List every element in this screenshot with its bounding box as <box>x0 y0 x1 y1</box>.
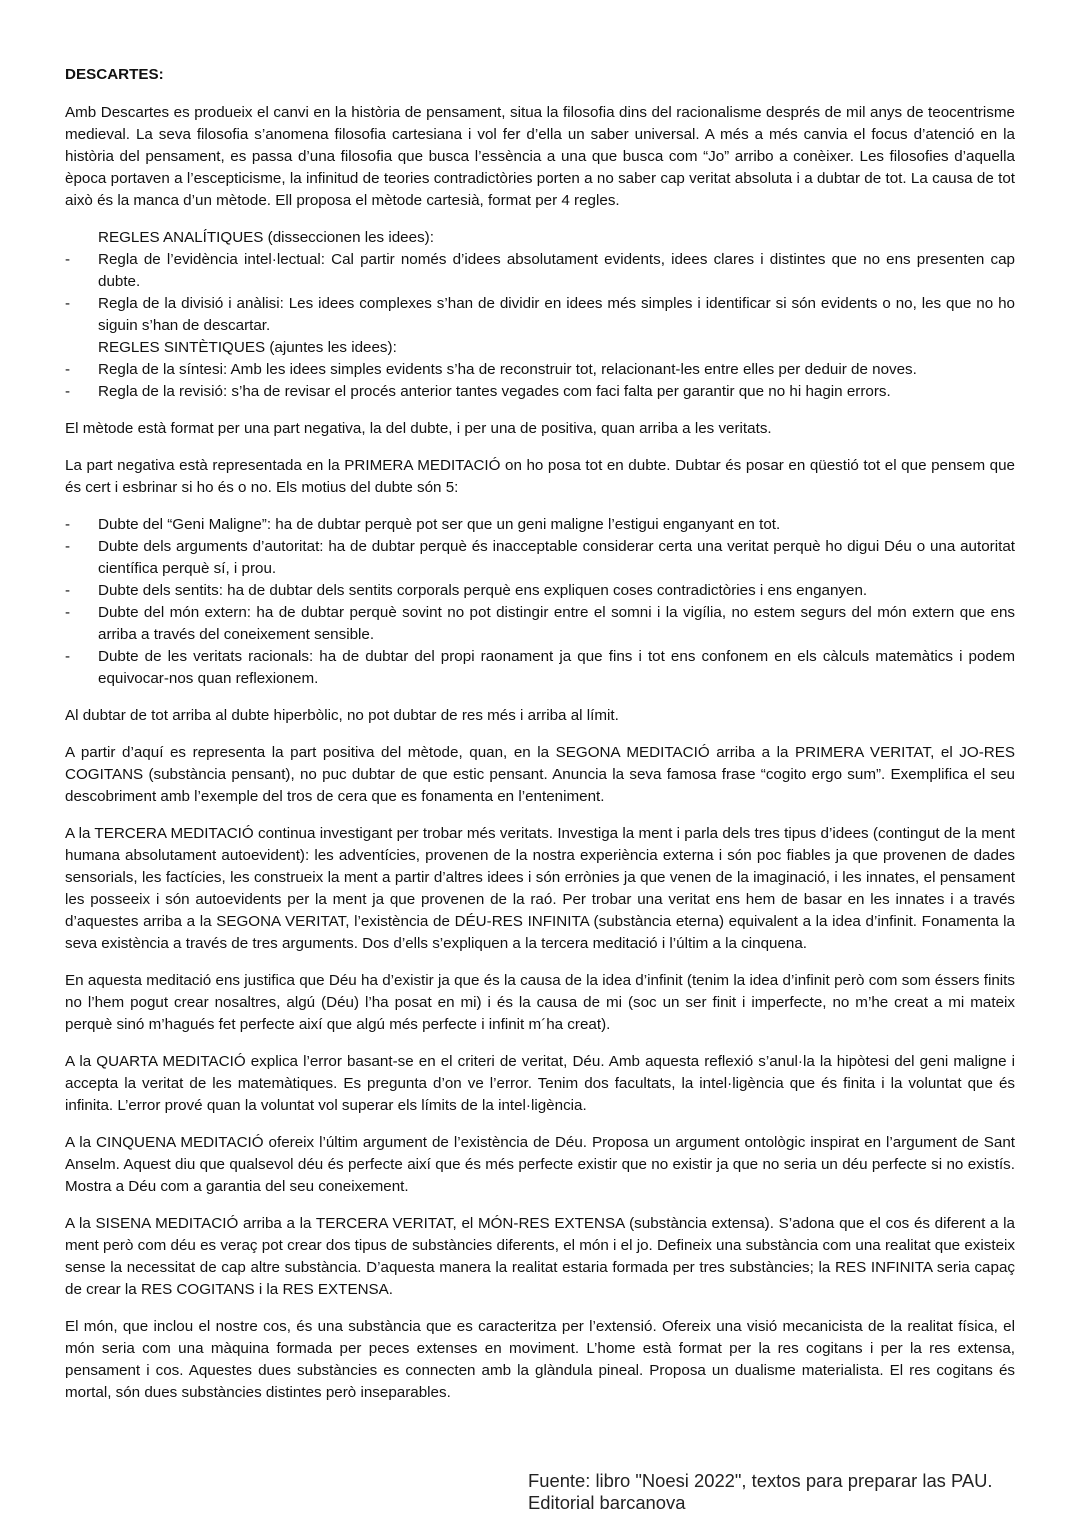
bullet-dash: - <box>65 648 71 665</box>
doubt-text: Dubte dels sentits: ha de dubtar dels sentits corporals perquè ens expliquen coses contradictòries i ens enganyen. <box>98 582 868 599</box>
rules-section <box>65 227 1015 403</box>
source-citation <box>528 1470 993 1514</box>
third-meditation-paragraph: A la TERCERA MEDITACIÓ continua investigant per trobar més veritats. Investiga la ment i parla dels tres tipus d’idees (contingut de la ment humana absolutament autoevident): les adventícies, provenen de la nostra experiència externa i són poc fiables ja que provenen de dades sensorials, les factícies, les construeix la ment a partir d’altres idees i són errònies ja que venen de la imaginació, i les innates, el pensament les posseeix i són autoevidents per la ment ja que provenen de la raó. Per trobar una veritat ens hem de basar en les innates i a través d’aquestes arriba a la SEGONA VERITAT, l’existència de DÉU-RES INFINITA (substància eterna) equivalent a la idea d’infinit. Fonamenta la seva existència a través de tres arguments. Dos d’ells s’expliquen a la tercera meditació i l’últim a la cinquena. <box>65 825 1015 952</box>
bullet-dash: - <box>65 538 71 555</box>
bullet-dash: - <box>65 516 71 533</box>
hyperbolic-doubt-paragraph: Al dubtar de tot arriba al dubte hiperbòlic, no pot dubtar de res més i arriba al límit. <box>65 707 619 724</box>
doubt-text: Dubte del “Geni Maligne”: ha de dubtar perquè pot ser que un geni maligne l’estigui enganyant en tot. <box>98 516 781 533</box>
fourth-meditation-paragraph: A la QUARTA MEDITACIÓ explica l’error basant-se en el criteri de veritat, Déu. Amb aquesta reflexió s’anul·la la hipòtesi del geni maligne i accepta la veritat de les matemàtiques. Es pregunta d’on ve l’error. Tenim dos facultats, la intel·ligència que és finita i la voluntat que és infinita. L’error prové quan la voluntat vol superar els límits de la intel·ligència. <box>65 1053 1015 1114</box>
rule-text: Regla de l’evidència intel·lectual: Cal partir només d’idees absolutament evidents, idees clares i distintes que no ens presenten cap dubte. <box>98 251 1015 290</box>
first-meditation-paragraph: La part negativa està representada en la PRIMERA MEDITACIÓ on ho posa tot en dubte. Dubtar és posar en qüestió tot el que pensem que és cert i esbrinar si ho és o no. Els motius del dubte són 5: <box>65 457 1015 496</box>
list-item <box>65 514 1015 536</box>
document-title: DESCARTES: <box>65 66 164 83</box>
bullet-dash: - <box>65 361 71 378</box>
source-line: Fuente: libro "Noesi 2022", textos para preparar las PAU. <box>528 1470 993 1491</box>
second-meditation-paragraph: A partir d’aquí es representa la part positiva del mètode, quan, en la SEGONA MEDITACIÓ arriba a la PRIMERA VERITAT, el JO-RES COGITANS (substància pensant), no puc dubtar de que estic pensant. Anuncia la seva famosa frase “cogito ergo sum”. Exemplifica el seu descobriment amb l’exemple del tros de cera que es fonamenta en l’enteniment. <box>65 744 1015 805</box>
bullet-dash: - <box>65 582 71 599</box>
document-body <box>65 64 1015 1419</box>
list-item <box>65 580 1015 602</box>
bullet-dash: - <box>65 295 71 312</box>
intro-paragraph: Amb Descartes es produeix el canvi en la història de pensament, situa la filosofia dins del racionalisme després de mil anys de teocentrisme medieval. La seva filosofia s’anomena filosofia cartesiana i vol fer d’ella un saber universal. A més a més canvia el focus d’atenció en la història del pensament, es passa d’una filosofia que busca l’essència a una que busca com “Jo” arribo a conèixer. Les filosofies d’aquella època portaven a l’escepticisme, la infinitud de teories contradictòries porten a no saber cap veritat absoluta i a dubtar de tot. La causa de tot això és la manca d’un mètode. Ell proposa el mètode cartesià, format per 4 regles. <box>65 104 1015 209</box>
bullet-dash: - <box>65 383 71 400</box>
synthetic-rules-heading: REGLES SINTÈTIQUES (ajuntes les idees): <box>98 339 397 356</box>
bullet-dash: - <box>65 604 71 621</box>
list-item <box>65 359 1015 381</box>
doubt-text: Dubte de les veritats racionals: ha de dubtar del propi raonament ja que fins i tot ens confonem en els càlculs matemàtics i podem equivocar-nos quan reflexionem. <box>98 648 1015 687</box>
world-paragraph: El món, que inclou el nostre cos, és una substància que es caracteritza per l’extensió. Ofereix una visió mecanicista de la realitat física, el món seria com una màquina formada per peces extenses en moviment. L’home està format per la res cogitans i per la res extensa, pensament i cos. Aquestes dues substàncies es connecten amb la glàndula pineal. Proposa un dualisme materialista. El res cogitans és mortal, són dues substàncies distintes però inseparables. <box>65 1318 1015 1401</box>
analytic-rules-heading: REGLES ANALÍTIQUES (disseccionen les idees): <box>98 229 434 246</box>
sixth-meditation-paragraph: A la SISENA MEDITACIÓ arriba a la TERCERA VERITAT, el MÓN-RES EXTENSA (substància extensa). S’adona que el cos és diferent a la ment però com déu es veraç pot crear dos tipus de substàncies diferents, el món i el jo. Defineix una substància com una realitat que existeix sense la necessitat de cap altre substància. D’aquesta manera la realitat estaria formada per tres substàncies; la RES INFINITA seria capaç de crear la RES COGITANS i la RES EXTENSA. <box>65 1215 1015 1298</box>
rule-text: Regla de la revisió: s’ha de revisar el procés anterior tantes vegades com faci falta per garantir que no hi hagin errors. <box>98 383 891 400</box>
doubts-list <box>65 514 1015 690</box>
doubt-text: Dubte del món extern: ha de dubtar perquè sovint no pot distingir entre el somni i la vigília, no estem segurs del món extern que ens arriba a través del coneixement sensible. <box>98 604 1015 643</box>
god-existence-paragraph: En aquesta meditació ens justifica que Déu ha d’existir ja que és la causa de la idea d’infinit (tenim la idea d’infinit però com som éssers finits no l’hem pogut crear nosaltres, algú (Déu) l’ha posat en mi) i és la causa de mi (soc un ser finit i imperfecte, no m’he creat a mi mateix perquè sinó m’hagués fet perfecte així que algú més perfecte i infinit m´ha creat). <box>65 972 1015 1033</box>
list-item <box>65 381 1015 403</box>
fifth-meditation-paragraph: A la CINQUENA MEDITACIÓ ofereix l’últim argument de l’existència de Déu. Proposa un argument ontològic inspirat en l’argument de Sant Anselm. Aquest diu que qualsevol déu és perfecte així que és més perfecte existir que no existir ja que no seria un déu perfecte si no existís. Mostra a Déu com a garantia del seu coneixement. <box>65 1134 1015 1195</box>
bullet-dash: - <box>65 251 71 268</box>
rule-text: Regla de la divisió i anàlisi: Les idees complexes s’han de dividir en idees més simples i identificar si són evidents o no, les que no ho siguin s’han de descartar. <box>98 295 1015 334</box>
list-item <box>65 602 1015 646</box>
list-item <box>65 646 1015 690</box>
method-paragraph: El mètode està format per una part negativa, la del dubte, i per una de positiva, quan arriba a les veritats. <box>65 420 772 437</box>
list-item <box>65 293 1015 337</box>
doubt-text: Dubte dels arguments d’autoritat: ha de dubtar perquè és inacceptable considerar certa una veritat perquè ho digui Déu o una autoritat científica perquè sí, i prou. <box>98 538 1015 577</box>
list-item <box>65 249 1015 293</box>
rule-text: Regla de la síntesi: Amb les idees simples evidents s’ha de reconstruir tot, relacionant-les entre elles per deduir de noves. <box>98 361 917 378</box>
source-publisher: Editorial barcanova <box>528 1492 686 1513</box>
list-item <box>65 536 1015 580</box>
